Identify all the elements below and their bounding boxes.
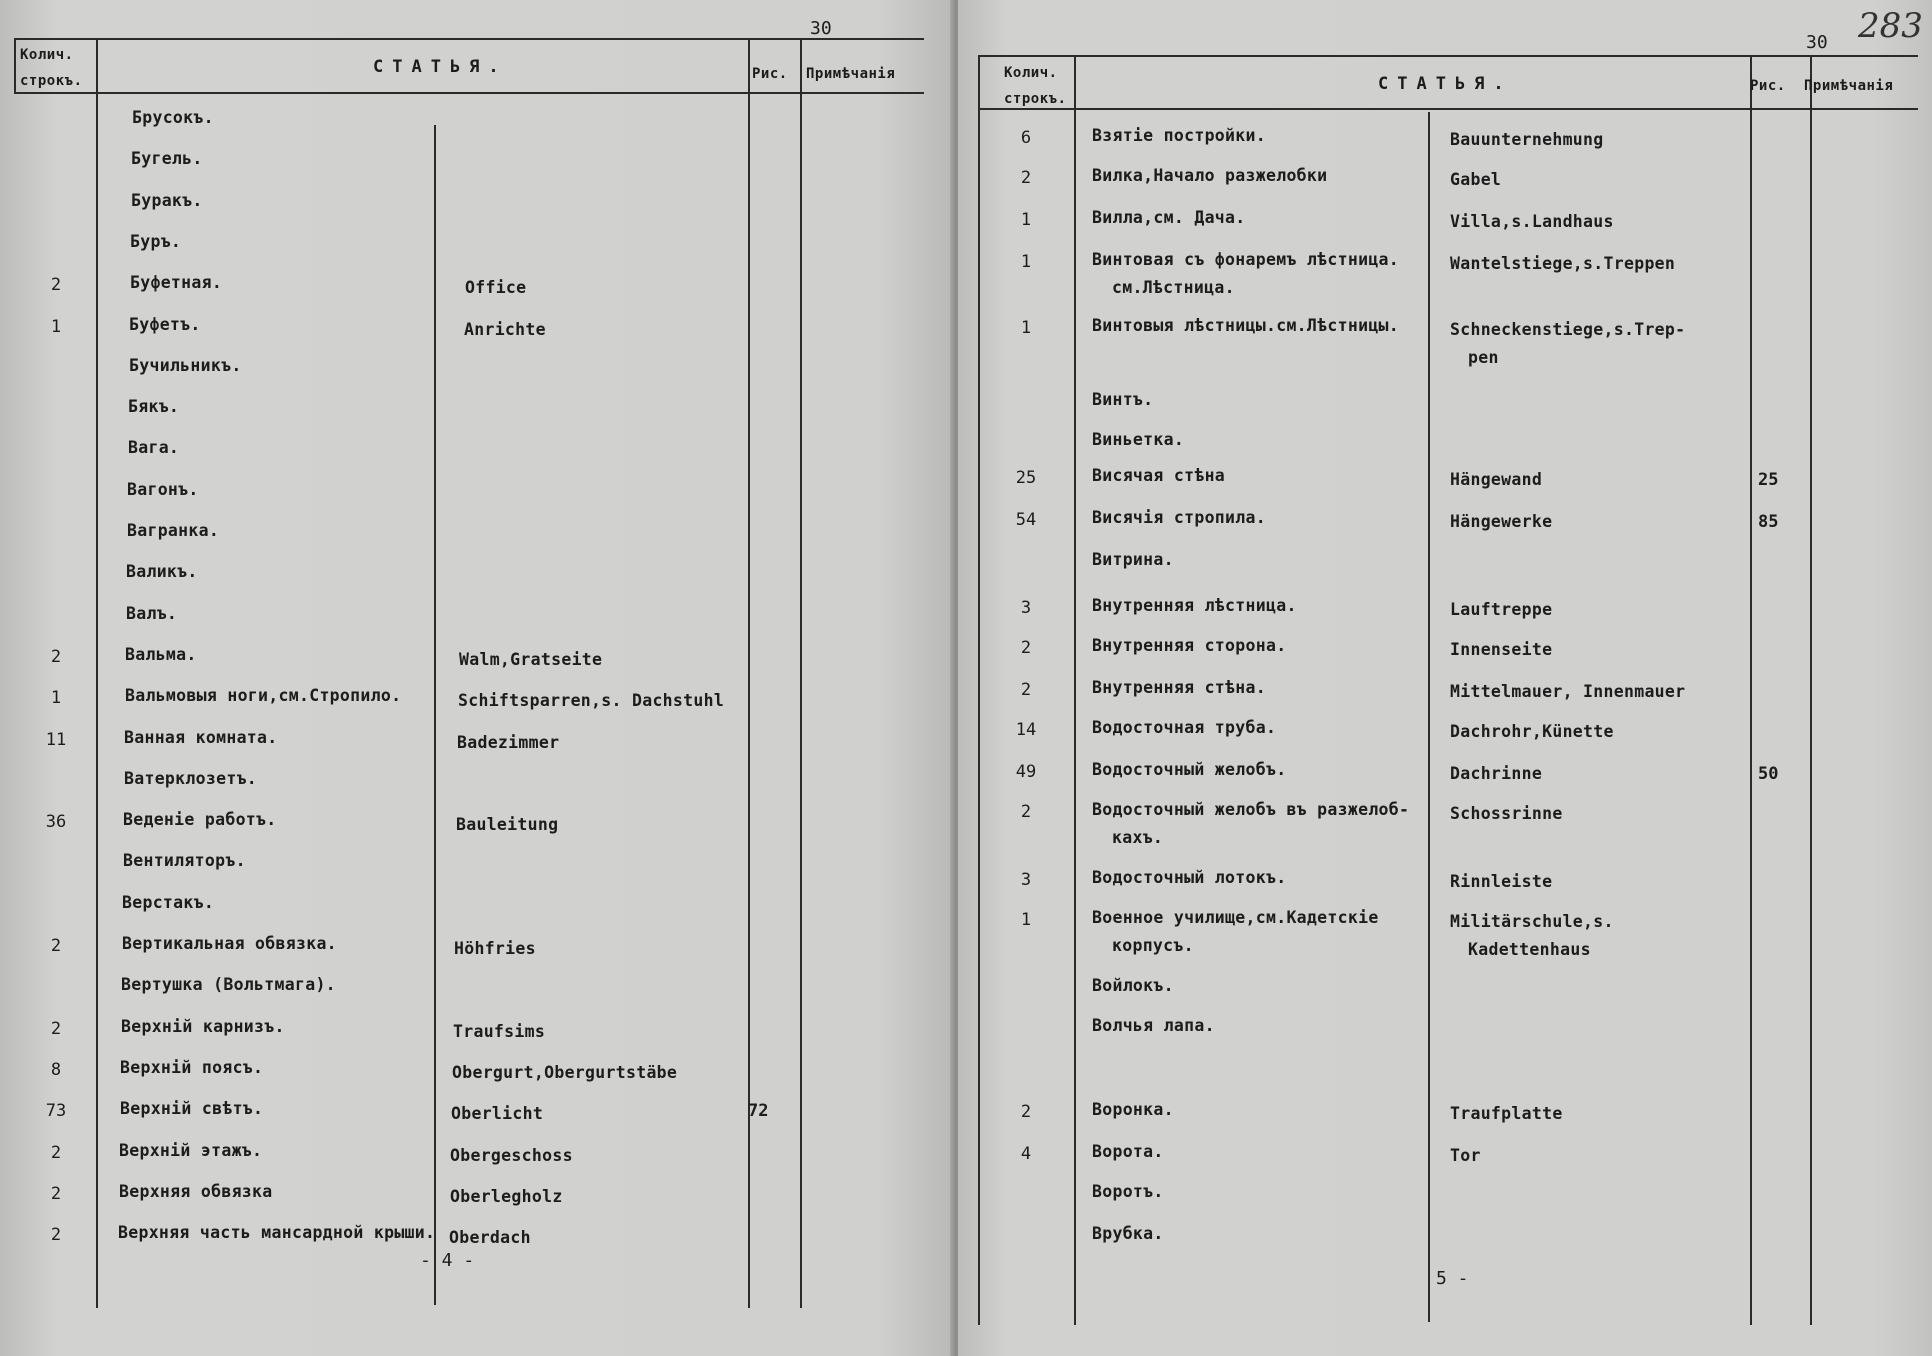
row-term-de: Oberlegholz [450, 1187, 563, 1206]
row-term-de: Hängewand [1450, 470, 1543, 489]
row-term-de: Bauunternehmung [1450, 130, 1604, 149]
header-top-rule [14, 38, 924, 40]
row-count: 2 [1020, 1102, 1032, 1122]
row-figure: 85 [1758, 512, 1779, 532]
row-term-de: Oberlicht [451, 1104, 544, 1123]
row-count: 2 [1020, 168, 1032, 188]
row-term-de: Hängewerke [1450, 512, 1553, 531]
row-term-de: Schneckenstiege,s.Trep- [1450, 320, 1686, 339]
row-term-ru: Витрина. [1092, 550, 1174, 569]
row-count: 2 [50, 275, 62, 295]
row-term-ru: Бучильникъ. [129, 356, 242, 375]
row-term-ru: Вальма. [125, 645, 197, 664]
row-count: 1 [1020, 910, 1032, 930]
row-term-ru-cont: см.Лѣстница. [1112, 278, 1235, 297]
column-rule [1074, 55, 1076, 1325]
row-count: 1 [50, 317, 62, 337]
column-rule [14, 38, 16, 92]
row-count: 2 [1020, 802, 1032, 822]
row-term-de: Tor [1450, 1146, 1481, 1165]
row-term-ru: Веденіе работъ. [123, 810, 277, 829]
row-term-ru: Верхняя часть мансардной крыши. [118, 1223, 436, 1242]
row-figure: 72 [748, 1101, 769, 1121]
row-term-ru: Врубка. [1092, 1224, 1164, 1243]
row-term-de-cont: pen [1468, 348, 1499, 367]
row-count: 25 [1015, 468, 1037, 488]
row-term-de: Gabel [1450, 170, 1502, 189]
row-term-ru: Войлокъ. [1092, 976, 1174, 995]
row-term-ru: Верхній этажъ. [119, 1141, 263, 1160]
row-term-ru: Вертикальная обвязка. [122, 934, 337, 953]
right-page [958, 0, 1932, 1356]
row-term-de: Obergurt,Obergurtstäbe [452, 1063, 678, 1082]
page-number: - 4 - [420, 1250, 475, 1271]
corner-number: 30 [1806, 32, 1828, 53]
row-term-ru: Воронка. [1092, 1100, 1174, 1119]
row-count: 8 [50, 1060, 62, 1080]
row-term-ru: Взятіе постройки. [1092, 126, 1266, 145]
row-term-ru: Верстакъ. [122, 893, 215, 912]
row-term-ru: Верхній свѣтъ. [120, 1099, 264, 1118]
row-term-ru: Верхній поясъ. [120, 1058, 264, 1077]
row-term-ru: Вентиляторъ. [123, 851, 246, 870]
header-top-rule [978, 55, 1918, 57]
row-term-ru: Верхняя обвязка [119, 1182, 273, 1201]
row-term-ru: Винтовыя лѣстницы.см.Лѣстницы. [1092, 316, 1400, 335]
header-fig: Рис. [752, 66, 788, 82]
row-count: 1 [1020, 210, 1032, 230]
row-term-ru: Вальмовыя ноги,см.Стропило. [125, 686, 402, 705]
row-term-ru: Вага. [128, 438, 180, 457]
row-figure: 50 [1758, 764, 1779, 784]
row-term-ru: Воротъ. [1092, 1182, 1164, 1201]
row-term-de: Traufplatte [1450, 1104, 1563, 1123]
row-term-de: Bauleitung [456, 815, 559, 834]
row-term-de: Walm,Gratseite [459, 650, 603, 669]
row-count: 1 [1020, 318, 1032, 338]
header-title: СТАТЬЯ. [373, 57, 508, 77]
row-term-ru: Ванная комната. [124, 728, 278, 747]
row-term-de: Lauftreppe [1450, 600, 1553, 619]
header-title: СТАТЬЯ. [1378, 74, 1513, 94]
row-term-ru-cont: кахъ. [1112, 828, 1164, 847]
row-count: 73 [45, 1101, 67, 1121]
row-term-ru: Буфетная. [130, 273, 223, 292]
column-rule [1810, 55, 1812, 1325]
row-term-de-cont: Kadettenhaus [1468, 940, 1591, 959]
header-count: Колич. строкъ. [1004, 65, 1067, 107]
row-count: 6 [1020, 128, 1032, 148]
row-term-ru: Винтовая съ фонаремъ лѣстница. [1092, 250, 1400, 269]
row-term-ru: Брусокъ. [132, 108, 214, 127]
row-term-ru: Виньетка. [1092, 430, 1185, 449]
row-term-ru: Водосточный желобъ. [1092, 760, 1287, 779]
row-term-de: Höhfries [454, 939, 536, 958]
row-term-ru: Висячая стѣна [1092, 466, 1226, 485]
row-term-de: Mittelmauer, Innenmauer [1450, 682, 1686, 701]
row-term-ru: Внутренняя сторона. [1092, 636, 1287, 655]
row-term-ru: Вилла,см. Дача. [1092, 208, 1246, 227]
row-term-ru: Водосточный лотокъ. [1092, 868, 1287, 887]
row-term-de: Oberdach [449, 1228, 531, 1247]
column-rule [1428, 112, 1430, 1322]
handwritten-folio: 283 [1858, 6, 1923, 46]
row-count: 36 [45, 812, 67, 832]
row-count: 54 [1015, 510, 1037, 530]
row-term-ru: Висячія стропила. [1092, 508, 1266, 527]
row-term-ru: Валикъ. [126, 562, 198, 581]
row-term-ru: Водосточный желобъ въ разжелоб- [1092, 800, 1410, 819]
row-term-de: Wantelstiege,s.Treppen [1450, 254, 1676, 273]
row-term-de: Schiftsparren,s. Dachstuhl [458, 691, 725, 710]
row-term-ru: Буракъ. [131, 191, 203, 210]
row-count: 2 [1020, 680, 1032, 700]
row-count: 3 [1020, 870, 1032, 890]
row-term-ru: Валъ. [126, 604, 178, 623]
row-term-ru: Винтъ. [1092, 390, 1154, 409]
row-term-ru: Буфетъ. [129, 315, 201, 334]
row-term-de: Badezimmer [457, 733, 560, 752]
row-term-ru: Вертушка (Вольтмага). [121, 975, 336, 994]
row-count: 1 [50, 688, 62, 708]
row-count: 11 [45, 730, 67, 750]
row-term-de: Dachrinne [1450, 764, 1543, 783]
row-term-ru: Вилка,Начало разжелобки [1092, 166, 1328, 185]
row-figure: 25 [1758, 470, 1779, 490]
header-notes: Примѣчанія [806, 66, 896, 82]
row-term-ru: Ворота. [1092, 1142, 1164, 1161]
row-term-de: Office [465, 278, 527, 297]
row-term-ru: Вагранка. [127, 521, 220, 540]
row-count: 49 [1015, 762, 1037, 782]
column-rule [434, 125, 436, 1305]
column-rule [96, 38, 98, 1308]
row-term-ru: Внутренняя лѣстница. [1092, 596, 1297, 615]
row-term-ru: Бякъ. [128, 397, 180, 416]
row-count: 2 [50, 647, 62, 667]
column-rule [1750, 55, 1752, 1325]
row-count: 2 [1020, 638, 1032, 658]
header-count: Колич. строкъ. [20, 47, 83, 89]
row-term-ru: Вагонъ. [127, 480, 199, 499]
row-term-ru: Водосточная труба. [1092, 718, 1277, 737]
row-term-de: Obergeschoss [450, 1146, 573, 1165]
row-term-de: Villa,s.Landhaus [1450, 212, 1614, 231]
header-fig: Рис. [1750, 78, 1786, 94]
row-count: 2 [50, 936, 62, 956]
row-term-de: Anrichte [464, 320, 546, 339]
row-term-de: Rinnleiste [1450, 872, 1553, 891]
page-number: 5 - [1436, 1268, 1469, 1289]
row-count: 14 [1015, 720, 1037, 740]
row-term-de: Innenseite [1450, 640, 1553, 659]
row-term-ru: Буръ. [130, 232, 182, 251]
row-term-ru: Верхній карнизъ. [121, 1017, 285, 1036]
column-rule [978, 55, 980, 1325]
row-count: 3 [1020, 598, 1032, 618]
row-term-ru: Волчья лапа. [1092, 1016, 1215, 1035]
corner-number: 30 [810, 18, 832, 39]
row-count: 2 [50, 1225, 62, 1245]
row-term-ru-cont: корпусъ. [1112, 936, 1194, 955]
row-term-de: Schossrinne [1450, 804, 1563, 823]
column-rule [800, 38, 802, 1308]
row-term-de: Dachrohr,Künette [1450, 722, 1614, 741]
header-bottom-rule [978, 108, 1918, 110]
row-term-de: Militärschule,s. [1450, 912, 1614, 931]
row-term-ru: Бугель. [131, 149, 203, 168]
row-term-ru: Ватерклозетъ. [124, 769, 258, 788]
left-page [0, 0, 955, 1356]
row-term-ru: Внутренняя стѣна. [1092, 678, 1266, 697]
row-term-de: Traufsims [453, 1022, 546, 1041]
header-bottom-rule [14, 92, 924, 94]
row-count: 2 [50, 1143, 62, 1163]
row-count: 2 [50, 1019, 62, 1039]
row-count: 4 [1020, 1144, 1032, 1164]
row-count: 2 [50, 1184, 62, 1204]
row-count: 1 [1020, 252, 1032, 272]
row-term-ru: Военное училище,см.Кадетскіе [1092, 908, 1379, 927]
header-notes: Примѣчанія [1804, 78, 1894, 94]
